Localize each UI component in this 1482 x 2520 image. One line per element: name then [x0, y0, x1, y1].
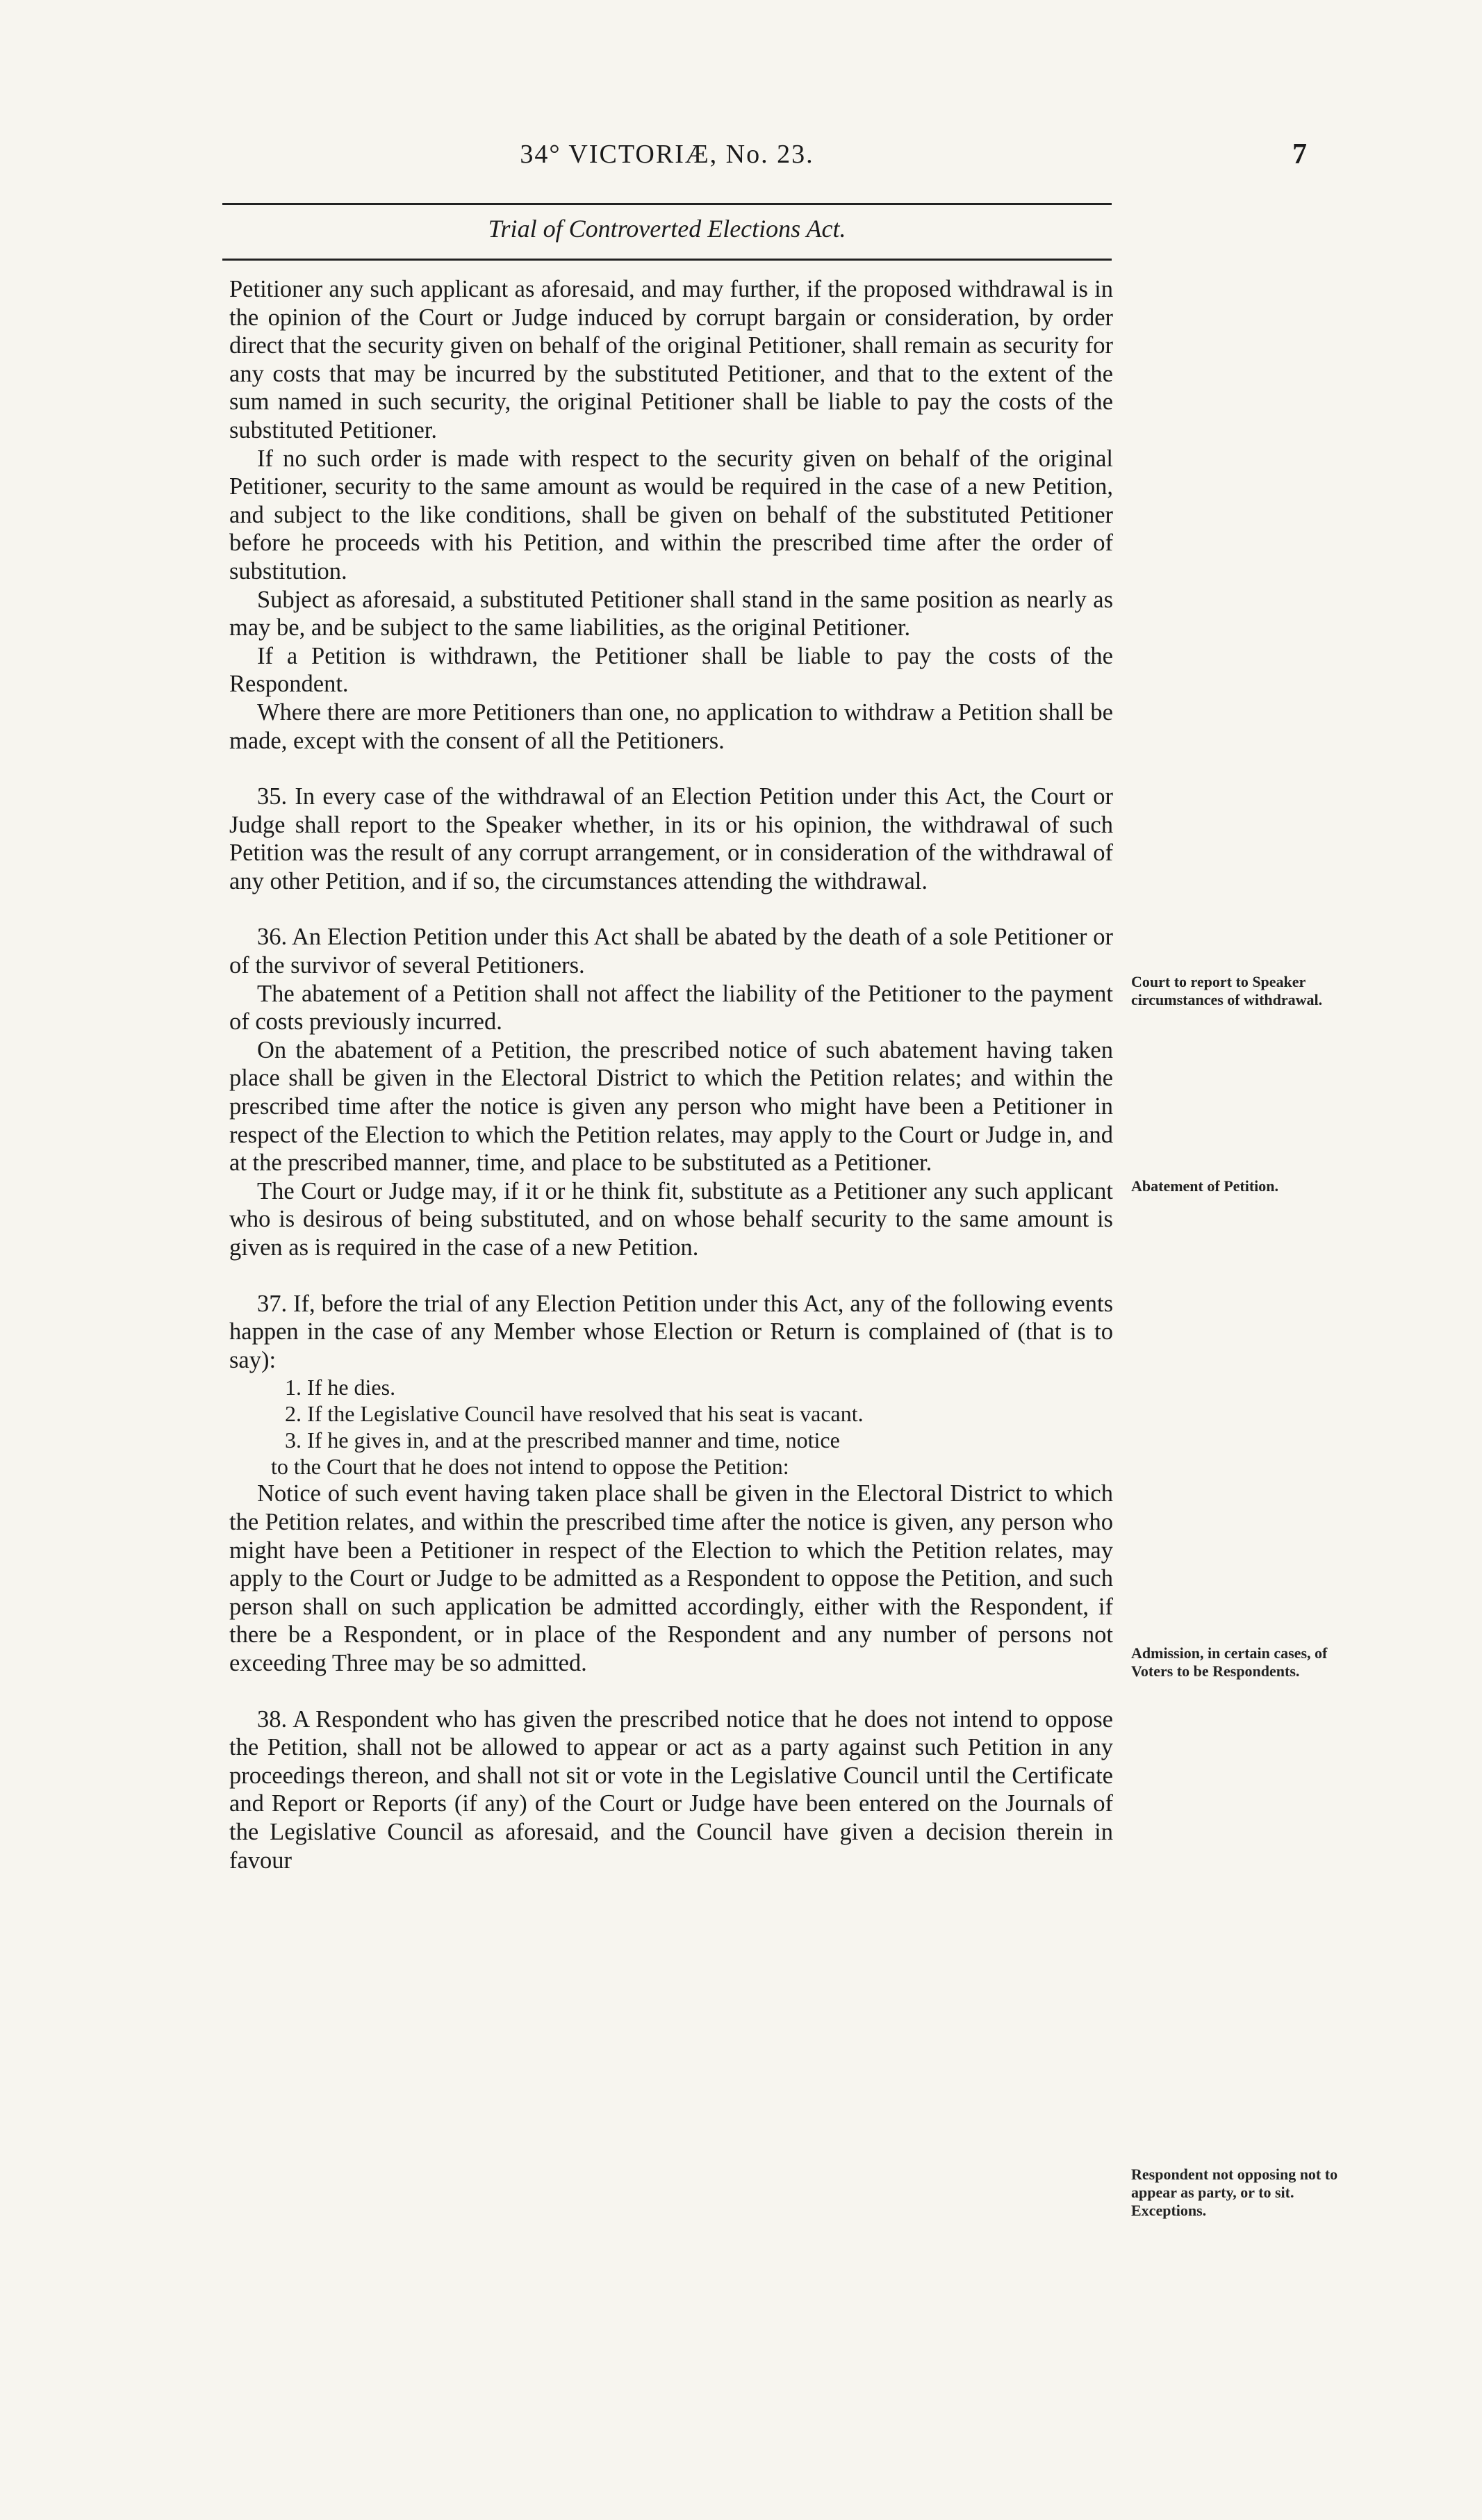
section-35: 35. In every case of the withdrawal of an Election Petition under this Act, the Court or Judge shall report to the Speaker whether, in its or his opinion, the withdrawal of such Petition was the result of any corrupt arrangement, or in consideration of the withdrawal of any other Petition, and if so, the circumstances attending the withdrawal.: [229, 783, 1113, 894]
marginal-note-35: Court to report to Speaker circumstances of withdrawal.: [1131, 973, 1323, 1008]
section-37-list: [229, 1374, 1113, 1480]
list-item: to the Court that he does not intend to oppose the Petition:: [271, 1454, 789, 1480]
act-title: Trial of Controverted Elections Act.: [488, 215, 846, 243]
paragraph: Notice of such event having taken place shall be given in the Electoral District to which the Petition relates, and within the prescribed time after the notice is given, any person who might have been a Petitioner in respect of the Election to which the Petition relates, may apply to the Court or Judge to be admitted as a Respondent to oppose the Petition, and such person shall on such application be admitted accordingly, either with the Respondent, if there be a Respondent, or in place of the Respondent and any number of persons not exceeding Three may be so admitted.: [229, 1480, 1113, 1676]
body-text: [229, 275, 1113, 1874]
section-38: 38. A Respondent who has given the prescribed notice that he does not intend to oppose the Petition, shall not be allowed to appear or act as a party against such Petition in any proceedings thereon, and shall not sit or vote in the Legislative Council until the Certificate and Report or Reports (if any) of the Court or Judge have been entered on the Journals of the Legislative Council as aforesaid, and the Council have given a decision therein in favour: [229, 1705, 1113, 1874]
paragraph: Subject as aforesaid, a substituted Petitioner shall stand in the same position as nearly as may be, and be subject to the same liabilities, as the original Petitioner.: [229, 586, 1113, 641]
section-36: 36. An Election Petition under this Act shall be abated by the death of a sole Petitioner or of the survivor of several Petitioners.: [229, 924, 1113, 979]
paragraph: Petitioner any such applicant as aforesaid, and may further, if the proposed withdrawal is in the opinion of the Court or Judge induced by corrupt bargain or consideration, by order direct that the security given on behalf of the original Petitioner, shall remain as security for any costs that may be incurred by the substituted Petitioner, and that to the extent of the sum named in such security, the original Petitioner shall be liable to pay the costs of the substituted Petitioner.: [229, 276, 1113, 443]
paragraph: Where there are more Petitioners than one, no application to withdraw a Petition shall be made, except with the consent of all the Petitioners.: [229, 698, 1113, 754]
list-item: 3. If he gives in, and at the prescribed manner and time, notice: [285, 1427, 840, 1453]
list-item: 2. If the Legislative Council have resolved that his seat is vacant.: [285, 1401, 864, 1427]
paragraph: On the abatement of a Petition, the prescribed notice of such abatement having taken place shall be given in the Electoral District to which the Petition relates; and within the prescribed time after the notice is given any person who might have been a Petitioner in respect of the Election to which the Petition relates, may apply to the Court or Judge in, and at the prescribed manner, time, and place to be substituted as a Petitioner.: [229, 1036, 1113, 1177]
paragraph: The Court or Judge may, if it or he think fit, substitute as a Petitioner any such applicant who is desirous of being substituted, and on whose behalf security to the same amount is given as is required in the case of a new Petition.: [229, 1177, 1113, 1261]
paragraph: The abatement of a Petition shall not affect the liability of the Petitioner to the payment of costs previously incurred.: [229, 980, 1113, 1036]
paragraph: If no such order is made with respect to the security given on behalf of the original Petitioner, security to the same amount as would be required in the case of a new Petition, and subject to the like conditions, shall be given on behalf of the substituted Petitioner before he proceeds with his Petition, and within the prescribed time after the order of substitution.: [229, 445, 1113, 584]
list-item: 1. If he dies.: [285, 1375, 396, 1400]
paragraph: If a Petition is withdrawn, the Petitioner shall be liable to pay the costs of the Respondent.: [229, 642, 1113, 698]
marginal-note-38: Respondent not opposing not to appear as party, or to sit. Exceptions.: [1131, 2166, 1338, 2219]
header-rule-top: [222, 203, 1112, 205]
page-number: 7: [1292, 138, 1307, 170]
running-head: 34° VICTORIÆ, No. 23.: [520, 140, 814, 169]
marginal-note-36: Abatement of Petition.: [1131, 1177, 1279, 1195]
section-37: 37. If, before the trial of any Election Petition under this Act, any of the following events happen in the case of any Member whose Election or Return is complained of (that is to say):: [229, 1290, 1113, 1373]
marginal-note-37: Admission, in certain cases, of Voters to be Respondents.: [1131, 1644, 1328, 1680]
header-rule-bottom: [222, 259, 1112, 261]
